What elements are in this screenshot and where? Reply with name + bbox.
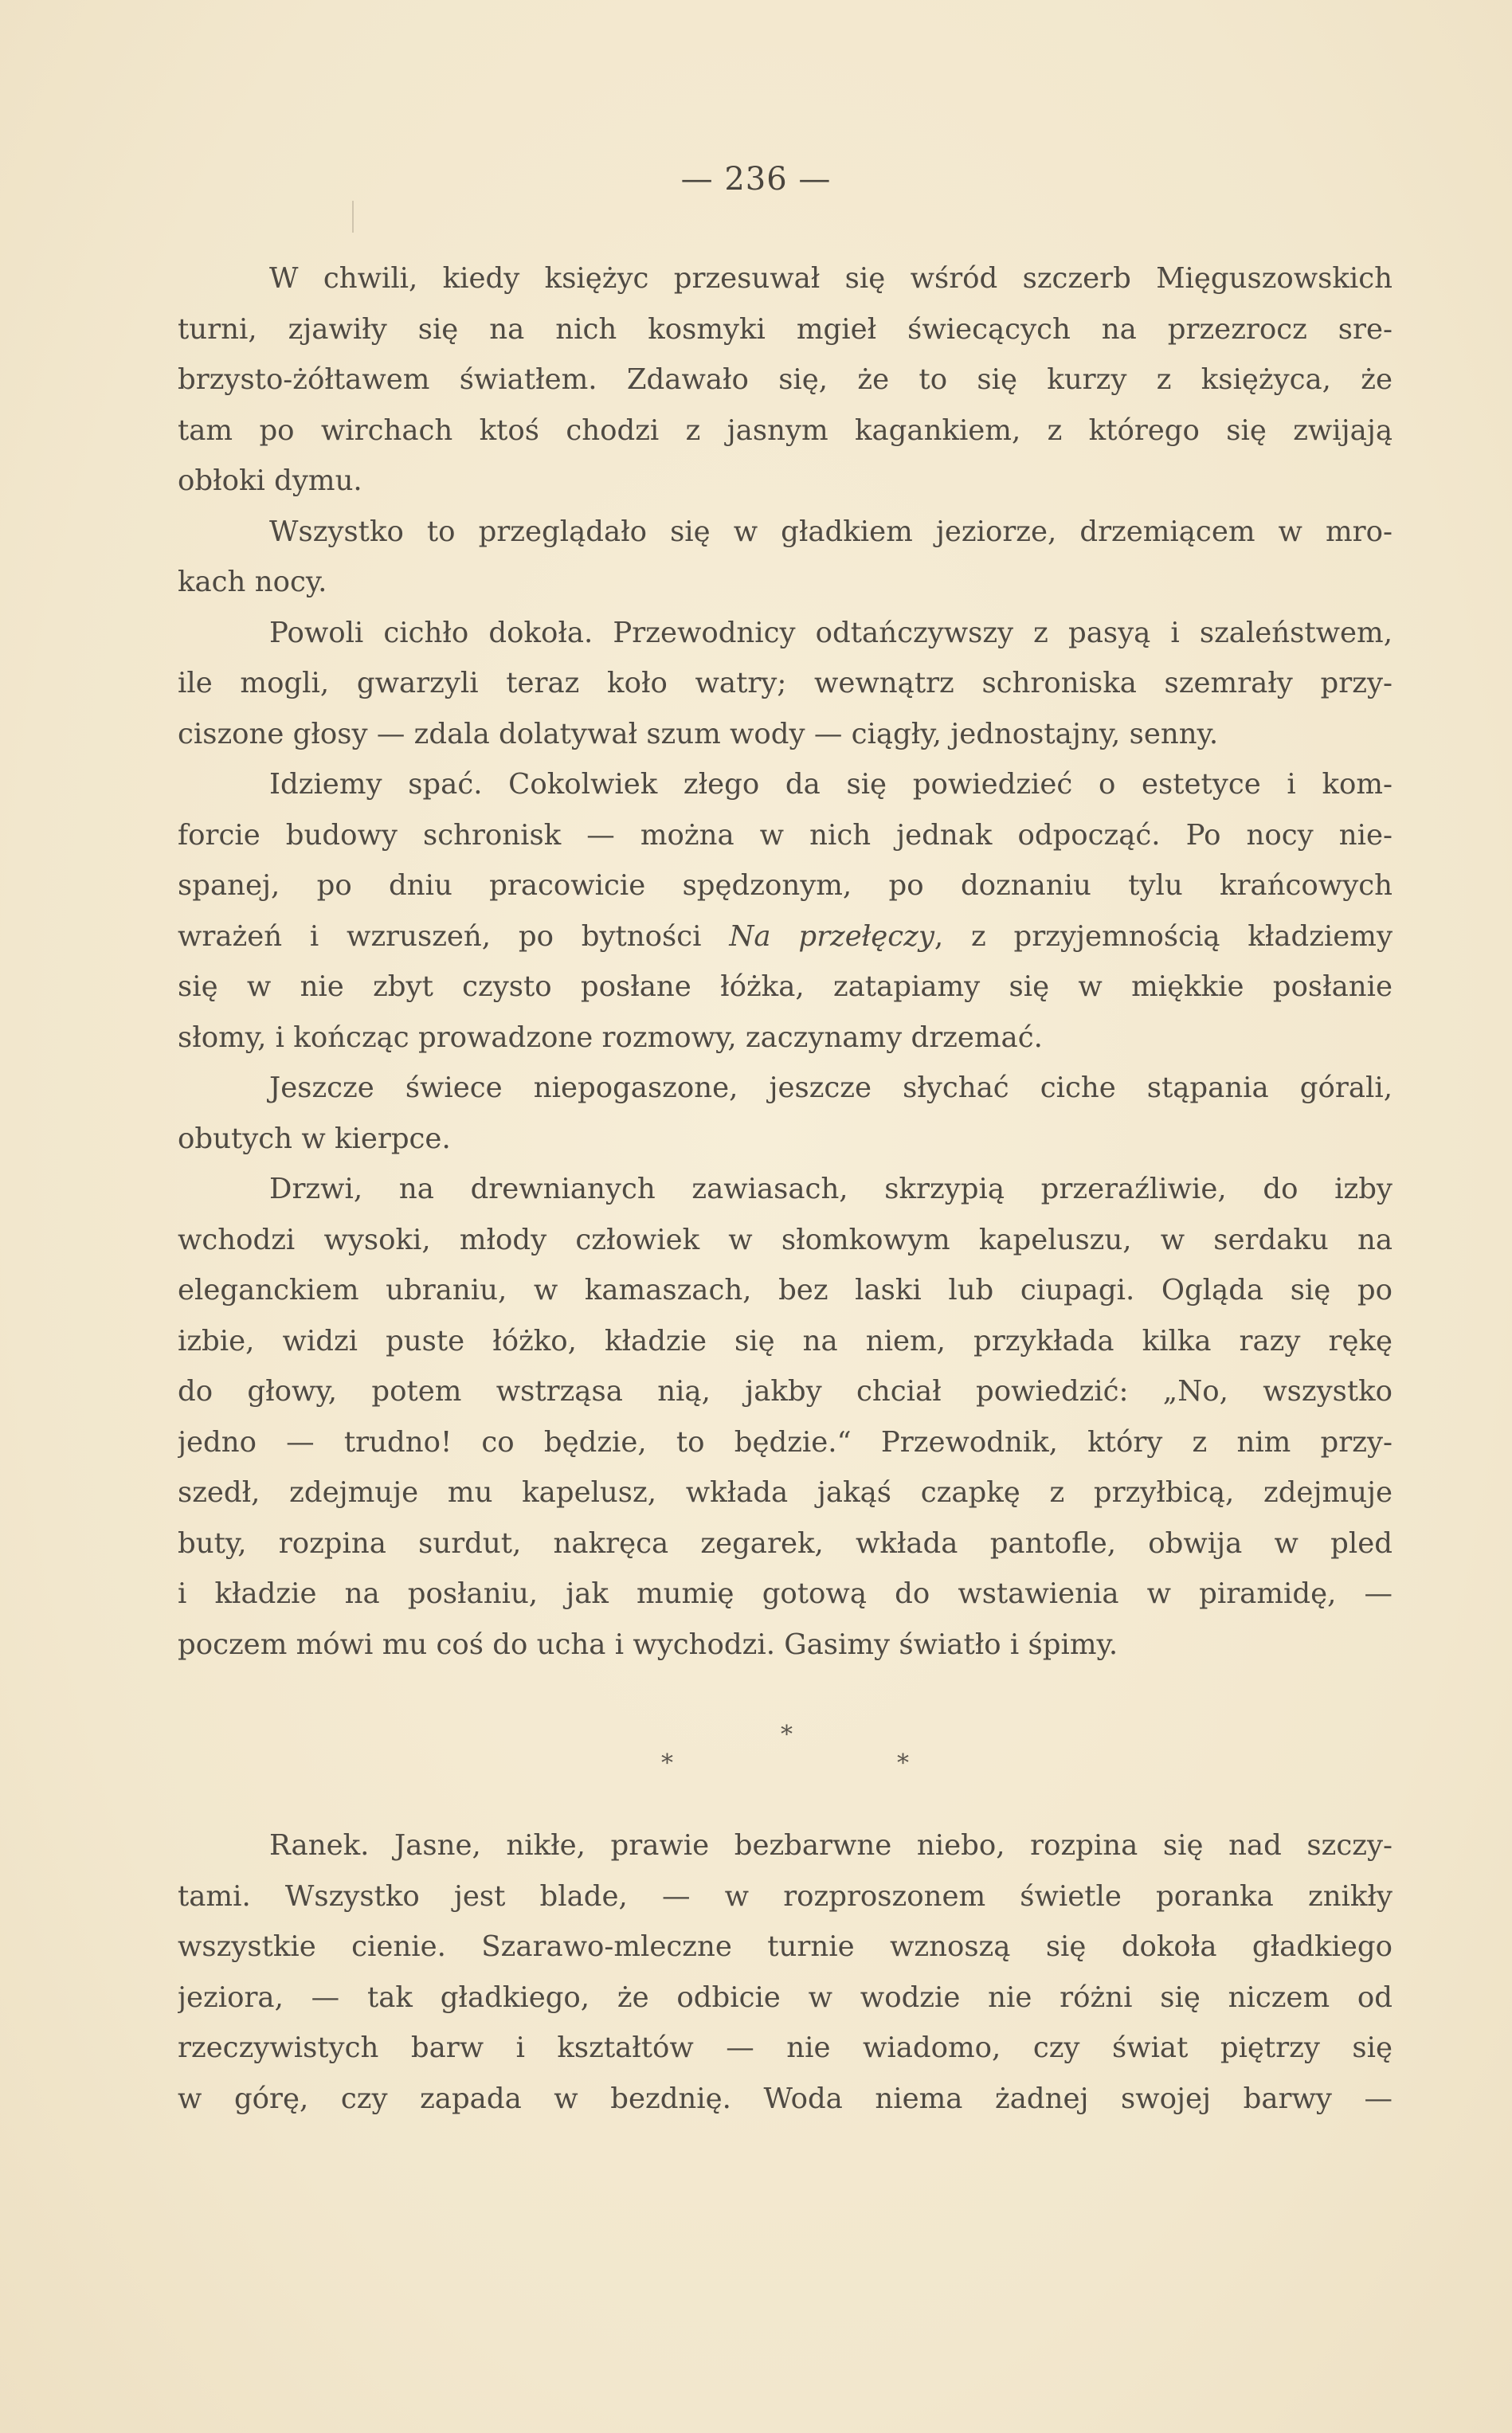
- text-line: poczem mówi mu coś do ucha i wychodzi. Gasimy światło i śpimy.: [178, 1628, 1118, 1661]
- text-line: Wszystko to przeglądało się w gładkiem jeziorze, drzemiącem w mro-: [269, 515, 1393, 548]
- asterisk: *: [897, 1749, 909, 1777]
- text-line: Drzwi, na drewnianych zawiasach, skrzypią przeraźliwie, do izby: [269, 1173, 1393, 1205]
- asterisk: *: [661, 1749, 673, 1777]
- text-line: Powoli cichło dokoła. Przewodnicy odtańczywszy z pasyą i szaleństwem,: [269, 616, 1393, 649]
- text-line: Idziemy spać. Cokolwiek złego da się powiedzieć o estetyce i kom-: [269, 768, 1393, 801]
- section-separator: [0, 1721, 1512, 1792]
- text-line: szedł, zdejmuje mu kapelusz, wkłada jakąś czapkę z przyłbicą, zdejmuje: [178, 1476, 1393, 1509]
- text-line: ile mogli, gwarzyli teraz koło watry; wewnątrz schroniska szemrały przy-: [178, 667, 1393, 699]
- text-section-2: [178, 1820, 1393, 2124]
- text-line: słomy, i kończąc prowadzone rozmowy, zaczynamy drzemać.: [178, 1021, 1043, 1054]
- text-line: turni, zjawiły się na nich kosmyki mgieł świecących na przezrocz sre-: [178, 312, 1393, 346]
- text-line: i kładzie na posłaniu, jak mumię gotową do wstawienia w piramidę, —: [178, 1577, 1393, 1610]
- text-line: rzeczywistych barw i kształtów — nie wiadomo, czy świat piętrzy się: [178, 2031, 1393, 2064]
- text-section-1: [178, 253, 1393, 1670]
- text-line: buty, rozpina surdut, nakręca zegarek, wkłada pantofle, obwija w pled: [178, 1526, 1393, 1560]
- text-line: Ranek. Jasne, nikłe, prawie bezbarwne niebo, rozpina się nad szczy-: [269, 1829, 1393, 1862]
- text-line: do głowy, potem wstrząsa nią, jakby chciał powiedzić: „No, wszystko: [178, 1375, 1393, 1408]
- page-number: — 236 —: [680, 161, 832, 198]
- text-line: w górę, czy zapada w bezdnię. Woda niema żadnej swojej barwy —: [178, 2082, 1393, 2115]
- text-line: wrażeń i wzruszeń, po bytności Na przełęczy, z przyjemnością kładziemy: [178, 919, 1393, 953]
- italic-title: Na przełęczy: [729, 919, 934, 953]
- text-line: eleganckiem ubraniu, w kamaszach, bez laski lub ciupagi. Ogląda się po: [178, 1274, 1393, 1307]
- text-line: się w nie zbyt czysto posłane łóżka, zatapiamy się w miękkie posłanie: [178, 970, 1393, 1003]
- text-line: forcie budowy schronisk — można w nich jednak odpocząć. Po nocy nie-: [178, 818, 1393, 852]
- text-line: kach nocy.: [178, 566, 327, 598]
- asterisk: *: [781, 1721, 793, 1749]
- text-line: jedno — trudno! co będzie, to będzie.“ Przewodnik, który z nim przy-: [178, 1425, 1393, 1459]
- text-line: obłoki dymu.: [178, 464, 362, 497]
- text-line: ciszone głosy — zdala dolatywał szum wody — ciągły, jednostajny, senny.: [178, 717, 1219, 750]
- text-line: jeziora, — tak gładkiego, że odbicie w wodzie nie różni się niczem od: [178, 1980, 1393, 2014]
- text-line: obutych w kierpce.: [178, 1122, 451, 1155]
- text-line: Jeszcze świece niepogaszone, jeszcze słychać ciche stąpania górali,: [269, 1072, 1393, 1104]
- text-line: W chwili, kiedy księżyc przesuwał się wśród szczerb Mięguszowskich: [269, 262, 1393, 295]
- text-line: tam po wirchach ktoś chodzi z jasnym kagankiem, z którego się zwijają: [178, 413, 1393, 447]
- text-line: brzysto-żółtawem światłem. Zdawało się, że to się kurzy z księżyca, że: [178, 363, 1393, 396]
- text-line: izbie, widzi puste łóżko, kładzie się na niem, przykłada kilka razy rękę: [178, 1324, 1393, 1358]
- text-line: spanej, po dniu pracowicie spędzonym, po doznaniu tylu krańcowych: [178, 869, 1393, 902]
- margin-mark: [352, 201, 354, 233]
- text-line: tami. Wszystko jest blade, — w rozproszonem świetle poranka znikły: [178, 1879, 1393, 1913]
- text-line: wchodzi wysoki, młody człowiek w słomkowym kapeluszu, w serdaku na: [178, 1223, 1393, 1256]
- text-line: wszystkie cienie. Szarawo-mleczne turnie wznoszą się dokoła gładkiego: [178, 1930, 1393, 1963]
